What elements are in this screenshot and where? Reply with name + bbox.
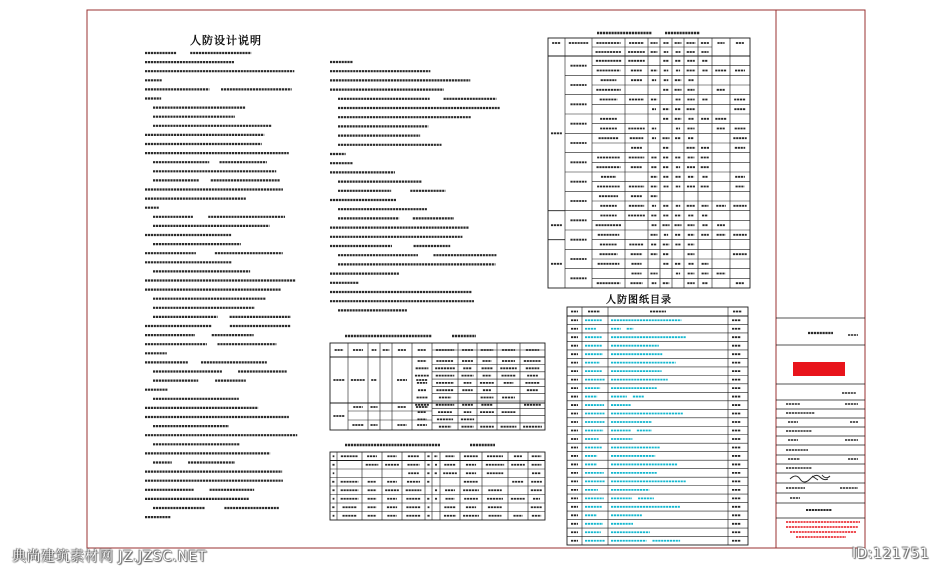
sheet-title: 人防设计说明 (190, 34, 262, 47)
drawing-directory-table (567, 307, 748, 545)
drawing-directory-title: 人防图纸目录 (606, 295, 672, 306)
watermark-site: 典尚建筑素材网 JZ.JZSC.NET (12, 549, 207, 565)
signature-scribble (790, 475, 830, 482)
protection-unit-table (330, 336, 545, 430)
unit-statistics-table (548, 33, 750, 288)
design-notes-column-2 (330, 62, 500, 310)
watermark-id: ID:121751 (852, 546, 930, 562)
door-statistics-table (330, 445, 545, 520)
red-stamp-block (793, 362, 845, 376)
title-block (776, 318, 865, 537)
design-notes-column-1 (145, 53, 297, 517)
